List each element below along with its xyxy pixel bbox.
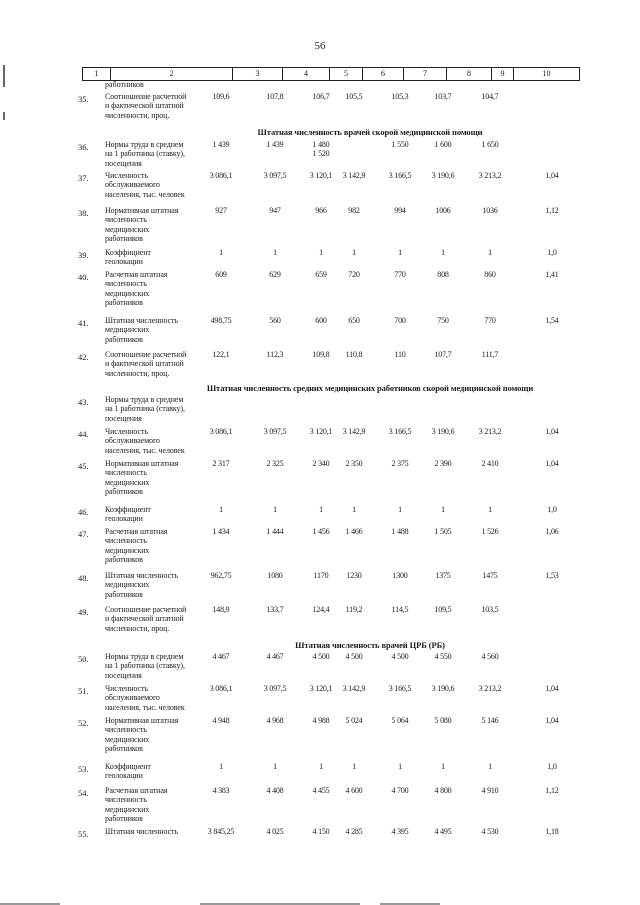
cell-value: 2 350 bbox=[345, 459, 363, 468]
header-col-3: 3 bbox=[232, 68, 282, 80]
row-label bbox=[105, 605, 205, 633]
row-label bbox=[105, 459, 205, 497]
row-number: 42. bbox=[78, 352, 89, 362]
cell-value: 3 213,2 bbox=[478, 427, 502, 436]
row-number: 49. bbox=[78, 607, 89, 617]
cell-value: 1 bbox=[398, 248, 402, 257]
row-label-line: обслуживаемого bbox=[105, 180, 160, 190]
cell-value: 3 120,1 bbox=[309, 171, 333, 180]
cell-value: 1 bbox=[273, 248, 277, 257]
scan-mark bbox=[3, 112, 5, 120]
header-col-2: 2 bbox=[110, 68, 232, 80]
cell-value: 4 550 bbox=[434, 652, 452, 661]
row-label-line: на 1 работника (ставку), bbox=[105, 404, 185, 414]
cell-value: 1170 bbox=[313, 571, 329, 580]
row-label bbox=[105, 270, 205, 308]
header-col-8: 8 bbox=[446, 68, 491, 80]
row-label-line: Коэффициент bbox=[105, 762, 151, 771]
cell-value: 3 190,6 bbox=[431, 171, 455, 180]
row-label-line: Нормативная штатная bbox=[105, 716, 179, 725]
row-label-line: Численность bbox=[105, 684, 148, 693]
cell-value: 1 bbox=[441, 505, 445, 514]
row-label-line: Коэффициент bbox=[105, 248, 151, 257]
cell-value: 1300 bbox=[392, 571, 408, 580]
row-label-line: численности, проц. bbox=[105, 623, 170, 633]
cell-value: 1 650 bbox=[481, 140, 499, 149]
cell-value: 560 bbox=[269, 316, 281, 325]
cell-value: 2 325 bbox=[266, 459, 284, 468]
cell-value: 5 024 bbox=[345, 716, 363, 725]
cell-value: 1 505 bbox=[434, 527, 452, 536]
cell-value: 1 bbox=[441, 762, 445, 771]
row-label-line: Расчетная штатная bbox=[105, 527, 168, 536]
cell-value: 4 500 bbox=[391, 652, 409, 661]
row-label bbox=[105, 316, 205, 344]
row-label-line: работников bbox=[105, 555, 143, 565]
row-label-line: работников bbox=[105, 334, 143, 344]
table-header-row bbox=[82, 67, 580, 81]
cell-value: 5 064 bbox=[391, 716, 409, 725]
row-label-line: и фактической штатной bbox=[105, 614, 184, 624]
cell-value: 4 500 bbox=[312, 652, 330, 661]
row-label-line: посещения bbox=[105, 670, 142, 680]
cell-value: 1,0 bbox=[547, 248, 557, 257]
cell-value: 133,7 bbox=[266, 605, 284, 614]
row-label bbox=[105, 140, 205, 168]
row-label-line: обслуживаемого bbox=[105, 693, 160, 703]
continued-text: работников bbox=[105, 80, 144, 89]
cell-value: 107,7 bbox=[434, 350, 452, 359]
row-label-line: численности, проц. bbox=[105, 110, 170, 120]
cell-value: 1,0 bbox=[547, 762, 557, 771]
cell-value: 4 800 bbox=[434, 786, 452, 795]
row-label-line: медицинских bbox=[105, 477, 150, 487]
row-label-line: Нормативная штатная bbox=[105, 206, 179, 215]
row-number: 47. bbox=[78, 529, 89, 539]
row-label-line: работников bbox=[105, 744, 143, 754]
cell-value: 4 285 bbox=[345, 827, 363, 836]
cell-value: 1 bbox=[488, 505, 492, 514]
header-col-5: 5 bbox=[329, 68, 362, 80]
row-number: 53. bbox=[78, 764, 89, 774]
row-label bbox=[105, 527, 205, 565]
cell-value: 1 bbox=[219, 248, 223, 257]
cell-value: 966 bbox=[315, 206, 327, 215]
row-label-line: медицинских bbox=[105, 580, 150, 590]
row-label-line: численность bbox=[105, 725, 147, 735]
row-number: 54. bbox=[78, 788, 89, 798]
cell-value: 1 550 bbox=[391, 140, 409, 149]
row-label-line: Нормативная штатная bbox=[105, 459, 179, 468]
cell-value: 148,9 bbox=[212, 605, 230, 614]
cell-value: 700 bbox=[394, 316, 406, 325]
cell-value: 1,18 bbox=[545, 827, 559, 836]
header-col-7: 7 bbox=[403, 68, 446, 80]
cell-value: 3 190,6 bbox=[431, 427, 455, 436]
cell-value: 770 bbox=[394, 270, 406, 279]
row-number: 51. bbox=[78, 686, 89, 696]
cell-value: 119,2 bbox=[345, 605, 363, 614]
cell-value: 4 700 bbox=[391, 786, 409, 795]
cell-value: 3 097,5 bbox=[263, 171, 287, 180]
row-label bbox=[105, 571, 205, 599]
cell-value: 1 439 bbox=[266, 140, 284, 149]
cell-value: 4 600 bbox=[345, 786, 363, 795]
cell-value: 109,8 bbox=[312, 350, 330, 359]
cell-value: 1080 bbox=[267, 571, 283, 580]
cell-value: 111,7 bbox=[481, 350, 499, 359]
cell-value: 3 190,6 bbox=[431, 684, 455, 693]
cell-value: 3 166,5 bbox=[388, 427, 412, 436]
row-label-line: геолокации bbox=[105, 257, 143, 267]
cell-value: 1 bbox=[352, 505, 356, 514]
cell-value: 109,6 bbox=[212, 92, 230, 101]
row-label-line: медицинских bbox=[105, 545, 150, 555]
row-label bbox=[105, 716, 205, 754]
cell-value: 4 467 bbox=[212, 652, 230, 661]
row-label bbox=[105, 827, 205, 836]
cell-value: 2 340 bbox=[312, 459, 330, 468]
cell-value: 1 456 bbox=[312, 527, 330, 536]
row-label-line: Штатная численность bbox=[105, 316, 178, 325]
row-label bbox=[105, 652, 205, 680]
cell-value: 4 500 bbox=[345, 652, 363, 661]
page-number: 56 bbox=[314, 40, 326, 52]
cell-value: 1 bbox=[219, 505, 223, 514]
cell-value: 1,04 bbox=[545, 459, 559, 468]
row-label-line: Штатная численность bbox=[105, 827, 178, 836]
cell-value: 1,54 bbox=[545, 316, 559, 325]
row-label bbox=[105, 206, 205, 244]
cell-value: 3 086,1 bbox=[209, 684, 233, 693]
cell-value: 1 bbox=[488, 762, 492, 771]
cell-value: 982 bbox=[348, 206, 360, 215]
row-number: 45. bbox=[78, 461, 89, 471]
row-label-line: численность bbox=[105, 279, 147, 289]
cell-value: 1,12 bbox=[545, 206, 559, 215]
row-number: 50. bbox=[78, 654, 89, 664]
row-label-line: работников bbox=[105, 487, 143, 497]
row-label-line: населения, тыс. человек bbox=[105, 702, 185, 712]
row-label bbox=[105, 684, 205, 712]
cell-value: 808 bbox=[437, 270, 449, 279]
cell-value: 3 166,5 bbox=[388, 171, 412, 180]
row-label-line: на 1 работника (ставку), bbox=[105, 661, 185, 671]
row-label-line: медицинских bbox=[105, 224, 150, 234]
cell-value: 103,7 bbox=[434, 92, 452, 101]
row-number: 41. bbox=[78, 318, 89, 328]
row-label-line: геолокации bbox=[105, 771, 143, 781]
header-col-4: 4 bbox=[282, 68, 329, 80]
cell-value: 3 845,25 bbox=[207, 827, 235, 836]
row-label-line: Соотношение расчетной bbox=[105, 350, 187, 359]
row-number: 43. bbox=[78, 397, 89, 407]
cell-value: 1,12 bbox=[545, 786, 559, 795]
cell-value: 2 410 bbox=[481, 459, 499, 468]
row-label-line: и фактической штатной bbox=[105, 359, 184, 369]
row-label-line: численность bbox=[105, 536, 147, 546]
cell-value: 5 146 bbox=[481, 716, 499, 725]
cell-value: 122,1 bbox=[212, 350, 230, 359]
cell-value: 659 bbox=[315, 270, 327, 279]
cell-value: 3 120,1 bbox=[309, 427, 333, 436]
cell-value: 4 968 bbox=[266, 716, 284, 725]
cell-value: 650 bbox=[348, 316, 360, 325]
cell-value: 4 988 bbox=[312, 716, 330, 725]
cell-value: 109,5 bbox=[434, 605, 452, 614]
cell-value: 105,5 bbox=[345, 92, 363, 101]
row-label-line: численность bbox=[105, 215, 147, 225]
row-label-line: Нормы труда в среднем bbox=[105, 140, 184, 149]
section-title-ambulance-nurses: Штатная численность средних медицинских работников скорой медицинской помощи bbox=[206, 383, 534, 393]
row-label-line: работников bbox=[105, 298, 143, 308]
cell-value: 4 530 bbox=[481, 827, 499, 836]
cell-value: 4 467 bbox=[266, 652, 284, 661]
row-label bbox=[105, 762, 205, 781]
cell-value: 1230 bbox=[346, 571, 362, 580]
row-number: 37. bbox=[78, 173, 89, 183]
row-number: 40. bbox=[78, 272, 89, 282]
row-label-line: Нормы труда в среднем bbox=[105, 652, 184, 661]
cell-value: 1 bbox=[441, 248, 445, 257]
cell-value: 600 bbox=[315, 316, 327, 325]
row-label-line: Соотношение расчетной bbox=[105, 92, 187, 101]
row-number: 38. bbox=[78, 208, 89, 218]
header-col-9: 9 bbox=[491, 68, 513, 80]
row-label-line: медицинских bbox=[105, 734, 150, 744]
row-label bbox=[105, 786, 205, 824]
cell-value: 1 434 bbox=[212, 527, 230, 536]
cell-value: 750 bbox=[437, 316, 449, 325]
row-number: 36. bbox=[78, 142, 89, 152]
cell-value: 1,04 bbox=[545, 716, 559, 725]
cell-value: 1,53 bbox=[545, 571, 559, 580]
cell-value: 1,04 bbox=[545, 427, 559, 436]
row-label-line: населения, тыс. человек bbox=[105, 189, 185, 199]
cell-value: 1 466 bbox=[345, 527, 363, 536]
cell-value: 104,7 bbox=[481, 92, 499, 101]
cell-value: 4 150 bbox=[312, 827, 330, 836]
row-label bbox=[105, 171, 205, 199]
scan-mark bbox=[3, 65, 5, 87]
row-number: 48. bbox=[78, 573, 89, 583]
row-label bbox=[105, 350, 205, 378]
cell-value: 3 166,5 bbox=[388, 684, 412, 693]
cell-value: 1 bbox=[319, 248, 323, 257]
row-label bbox=[105, 427, 205, 455]
cell-value: 1 439 bbox=[212, 140, 230, 149]
cell-value: 1036 bbox=[482, 206, 498, 215]
header-col-1: 1 bbox=[94, 69, 99, 78]
cell-value: 3 097,5 bbox=[263, 427, 287, 436]
cell-value: 4 948 bbox=[212, 716, 230, 725]
cell-value: 498,75 bbox=[210, 316, 232, 325]
cell-value: 927 bbox=[215, 206, 227, 215]
row-label-line: Расчетная штатная bbox=[105, 270, 168, 279]
cell-value: 860 bbox=[484, 270, 496, 279]
cell-value: 4 025 bbox=[266, 827, 284, 836]
cell-value: 1 bbox=[319, 505, 323, 514]
cell-value: 3 213,2 bbox=[478, 171, 502, 180]
cell-value: 2 375 bbox=[391, 459, 409, 468]
cell-value: 1475 bbox=[482, 571, 498, 580]
cell-value: 1,04 bbox=[545, 684, 559, 693]
row-label-line: численность bbox=[105, 795, 147, 805]
section-title-ambulance-doctors: Штатная численность врачей скорой медицинской помощи bbox=[257, 127, 483, 137]
cell-value: 3 086,1 bbox=[209, 171, 233, 180]
cell-value: 1 444 bbox=[266, 527, 284, 536]
cell-value: 2 390 bbox=[434, 459, 452, 468]
row-number: 52. bbox=[78, 718, 89, 728]
cell-value: 609 bbox=[215, 270, 227, 279]
row-label-line: геолокации bbox=[105, 514, 143, 524]
cell-value: 110,8 bbox=[345, 350, 363, 359]
row-label-line: численности, проц. bbox=[105, 368, 170, 378]
cell-value: 1,41 bbox=[545, 270, 559, 279]
cell-value: 107,8 bbox=[266, 92, 284, 101]
row-label-line: Соотношение расчетной bbox=[105, 605, 187, 614]
cell-value: 3 142,9 bbox=[342, 171, 366, 180]
row-label-line: посещения bbox=[105, 158, 142, 168]
cell-value: 4 910 bbox=[481, 786, 499, 795]
row-label-line: Штатная численность bbox=[105, 571, 178, 580]
row-label-line: медицинских bbox=[105, 325, 150, 335]
cell-value: 629 bbox=[269, 270, 281, 279]
cell-value: 4 395 bbox=[391, 827, 409, 836]
cell-value: 1 bbox=[352, 248, 356, 257]
cell-value: 106,7 bbox=[312, 92, 330, 101]
cell-value: 1 bbox=[273, 762, 277, 771]
cell-value: 1 526 bbox=[481, 527, 499, 536]
row-label-line: численность bbox=[105, 468, 147, 478]
cell-value: 1 488 bbox=[391, 527, 409, 536]
row-label-line: на 1 работника (ставку), bbox=[105, 149, 185, 159]
cell-value: 3 097,5 bbox=[263, 684, 287, 693]
cell-value: 110 bbox=[394, 350, 406, 359]
cell-value: 1 bbox=[219, 762, 223, 771]
row-label bbox=[105, 505, 205, 524]
header-col-6: 6 bbox=[362, 68, 403, 80]
cell-value: 1 bbox=[273, 505, 277, 514]
cell-value: 962,75 bbox=[210, 571, 232, 580]
row-label-line: Расчетная штатная bbox=[105, 786, 168, 795]
cell-value: 3 120,1 bbox=[309, 684, 333, 693]
cell-value: 1 bbox=[398, 505, 402, 514]
cell-value: 1,0 bbox=[547, 505, 557, 514]
row-label-line: Коэффициент bbox=[105, 505, 151, 514]
row-label-line: посещения bbox=[105, 413, 142, 423]
row-label bbox=[105, 92, 205, 120]
cell-value: 1 480 1 520 bbox=[312, 140, 330, 159]
cell-value: 3 142,9 bbox=[342, 684, 366, 693]
row-number: 46. bbox=[78, 507, 89, 517]
cell-value: 4 560 bbox=[481, 652, 499, 661]
header-col-10: 10 bbox=[513, 68, 579, 80]
cell-value: 1 600 bbox=[434, 140, 452, 149]
row-label-line: Численность bbox=[105, 427, 148, 436]
row-label-line: работников bbox=[105, 234, 143, 244]
cell-value: 720 bbox=[348, 270, 360, 279]
cell-value: 4 383 bbox=[212, 786, 230, 795]
row-label-line: обслуживаемого bbox=[105, 436, 160, 446]
cell-value: 2 317 bbox=[212, 459, 230, 468]
cell-value: 1 bbox=[319, 762, 323, 771]
cell-value: 4 408 bbox=[266, 786, 284, 795]
cell-value: 5 080 bbox=[434, 716, 452, 725]
cell-value: 1,06 bbox=[545, 527, 559, 536]
row-label-line: работников bbox=[105, 814, 143, 824]
cell-value: 1,04 bbox=[545, 171, 559, 180]
cell-value: 105,3 bbox=[391, 92, 409, 101]
section-title-crb-doctors: Штатная численность врачей ЦРБ (РБ) bbox=[295, 640, 445, 650]
cell-value: 3 142,9 bbox=[342, 427, 366, 436]
row-number: 44. bbox=[78, 429, 89, 439]
cell-value: 1 bbox=[488, 248, 492, 257]
cell-value: 1375 bbox=[435, 571, 451, 580]
row-label bbox=[105, 395, 205, 423]
cell-value: 994 bbox=[394, 206, 406, 215]
cell-value: 3 213,2 bbox=[478, 684, 502, 693]
cell-value: 114,5 bbox=[391, 605, 409, 614]
cell-value: 1 bbox=[398, 762, 402, 771]
cell-value: 3 086,1 bbox=[209, 427, 233, 436]
row-number: 55. bbox=[78, 829, 89, 839]
row-label-line: Численность bbox=[105, 171, 148, 180]
row-label bbox=[105, 248, 205, 267]
cell-value: 947 bbox=[269, 206, 281, 215]
row-label-line: работников bbox=[105, 589, 143, 599]
row-label-line: медицинских bbox=[105, 804, 150, 814]
row-label-line: Нормы труда в среднем bbox=[105, 395, 184, 404]
row-number: 35. bbox=[78, 94, 89, 104]
row-label-line: медицинских bbox=[105, 288, 150, 298]
row-label-line: и фактической штатной bbox=[105, 101, 184, 111]
cell-value: 770 bbox=[484, 316, 496, 325]
cell-value: 103,5 bbox=[481, 605, 499, 614]
row-label-line: населения, тыс. человек bbox=[105, 445, 185, 455]
cell-value: 4 495 bbox=[434, 827, 452, 836]
cell-value: 4 455 bbox=[312, 786, 330, 795]
cell-value: 112,3 bbox=[266, 350, 284, 359]
cell-value: 1006 bbox=[435, 206, 451, 215]
row-number: 39. bbox=[78, 250, 89, 260]
cell-value: 1 bbox=[352, 762, 356, 771]
cell-value: 124,4 bbox=[312, 605, 330, 614]
